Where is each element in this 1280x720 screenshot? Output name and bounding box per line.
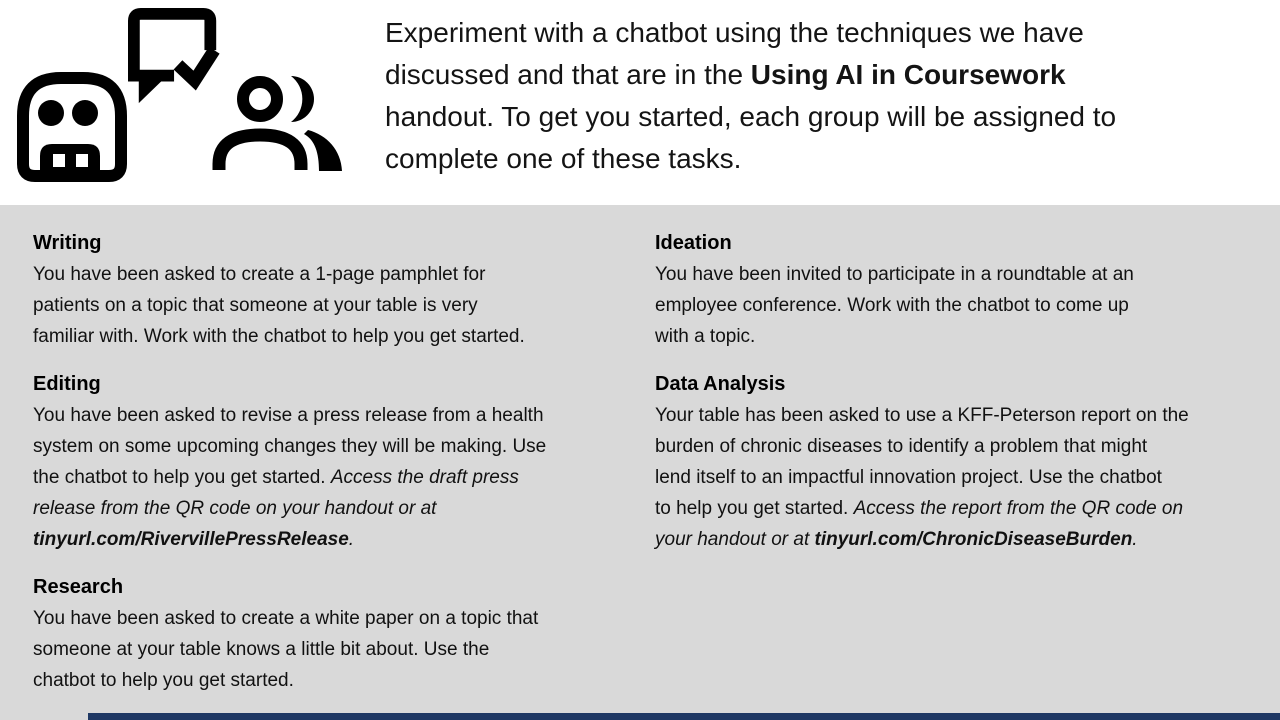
text-run: tinyurl.com/RivervillePressRelease: [33, 529, 349, 550]
section-research: [33, 571, 638, 696]
section-body-line: [33, 462, 638, 493]
tasks-panel: [0, 205, 1280, 720]
text-run: the chatbot to help you get started.: [33, 467, 331, 488]
section-editing: [33, 368, 638, 555]
text-run: You have been asked to revise a press release from a health: [33, 405, 544, 426]
text-run: familiar with. Work with the chatbot to help you get started.: [33, 326, 525, 347]
section-heading: Research: [33, 576, 124, 598]
section-ideation: [655, 227, 1270, 352]
text-run: .: [348, 529, 355, 550]
section-body-line: [33, 524, 638, 555]
text-run: someone at your table knows a little bit about. Use the: [33, 639, 490, 660]
section-body-line: [655, 524, 1270, 555]
text-run: complete one of these tasks.: [385, 143, 742, 174]
tasks-column-left: [33, 227, 638, 712]
intro-text: [385, 12, 1245, 180]
people-icon: [205, 64, 345, 178]
text-run: tinyurl.com/ChronicDiseaseBurden: [814, 529, 1133, 550]
section-heading: Writing: [33, 232, 102, 254]
section-heading: Ideation: [655, 232, 732, 254]
section-body-line: [33, 431, 638, 462]
robot-icon: [17, 72, 127, 182]
section-heading: Data Analysis: [655, 373, 786, 395]
text-run: your handout or at: [655, 529, 815, 550]
section-body-line: [655, 290, 1270, 321]
section-body-line: [655, 400, 1270, 431]
text-run: Experiment with a chatbot using the techniques we have: [385, 17, 1084, 48]
intro-text-line: [385, 138, 1245, 180]
section-body-line: [655, 321, 1270, 352]
section-body-line: [33, 259, 638, 290]
text-run: handout. To get you started, each group will be assigned to: [385, 101, 1117, 132]
text-run: with a topic.: [655, 326, 756, 347]
text-run: You have been invited to participate in a roundtable at an: [655, 264, 1134, 285]
text-run: You have been asked to create a white paper on a topic that: [33, 608, 539, 629]
top-banner: [0, 0, 1280, 205]
text-run: Access the report from the QR code on: [853, 498, 1184, 519]
section-body-line: [33, 400, 638, 431]
chatbot-illustration: [0, 0, 360, 200]
section-body-line: [655, 493, 1270, 524]
text-run: employee conference. Work with the chatbot to come up: [655, 295, 1129, 316]
section-body-line: [33, 603, 638, 634]
text-run: discussed and that are in the: [385, 59, 751, 90]
text-run: system on some upcoming changes they will be making. Use: [33, 436, 547, 457]
text-run: chatbot to help you get started.: [33, 670, 294, 691]
section-writing: [33, 227, 638, 352]
intro-text-line: [385, 96, 1245, 138]
section-data-analysis: [655, 368, 1270, 555]
section-body-line: [655, 259, 1270, 290]
text-run: Access the draft press: [330, 467, 519, 488]
section-body-line: [33, 321, 638, 352]
section-body-line: [33, 634, 638, 665]
intro-text-line: [385, 54, 1245, 96]
text-run: Using AI in Coursework: [750, 59, 1066, 90]
text-run: lend itself to an impactful innovation project. Use the chatbot: [655, 467, 1162, 488]
text-run: to help you get started.: [655, 498, 854, 519]
bottom-accent-bar: [88, 713, 1280, 720]
section-body-line: [655, 431, 1270, 462]
text-run: release from the QR code on your handout or at: [33, 498, 437, 519]
section-heading: Editing: [33, 373, 101, 395]
text-run: .: [1132, 529, 1138, 550]
section-body-line: [33, 290, 638, 321]
text-run: burden of chronic diseases to identify a problem that might: [655, 436, 1148, 457]
tasks-column-right: [655, 227, 1270, 571]
text-run: patients on a topic that someone at your table is very: [33, 295, 478, 316]
intro-text-line: [385, 12, 1245, 54]
section-body-line: [655, 462, 1270, 493]
text-run: You have been asked to create a 1-page pamphlet for: [33, 264, 486, 285]
section-body-line: [33, 665, 638, 696]
section-body-line: [33, 493, 638, 524]
text-run: Your table has been asked to use a KFF-Peterson report on the: [655, 405, 1189, 426]
